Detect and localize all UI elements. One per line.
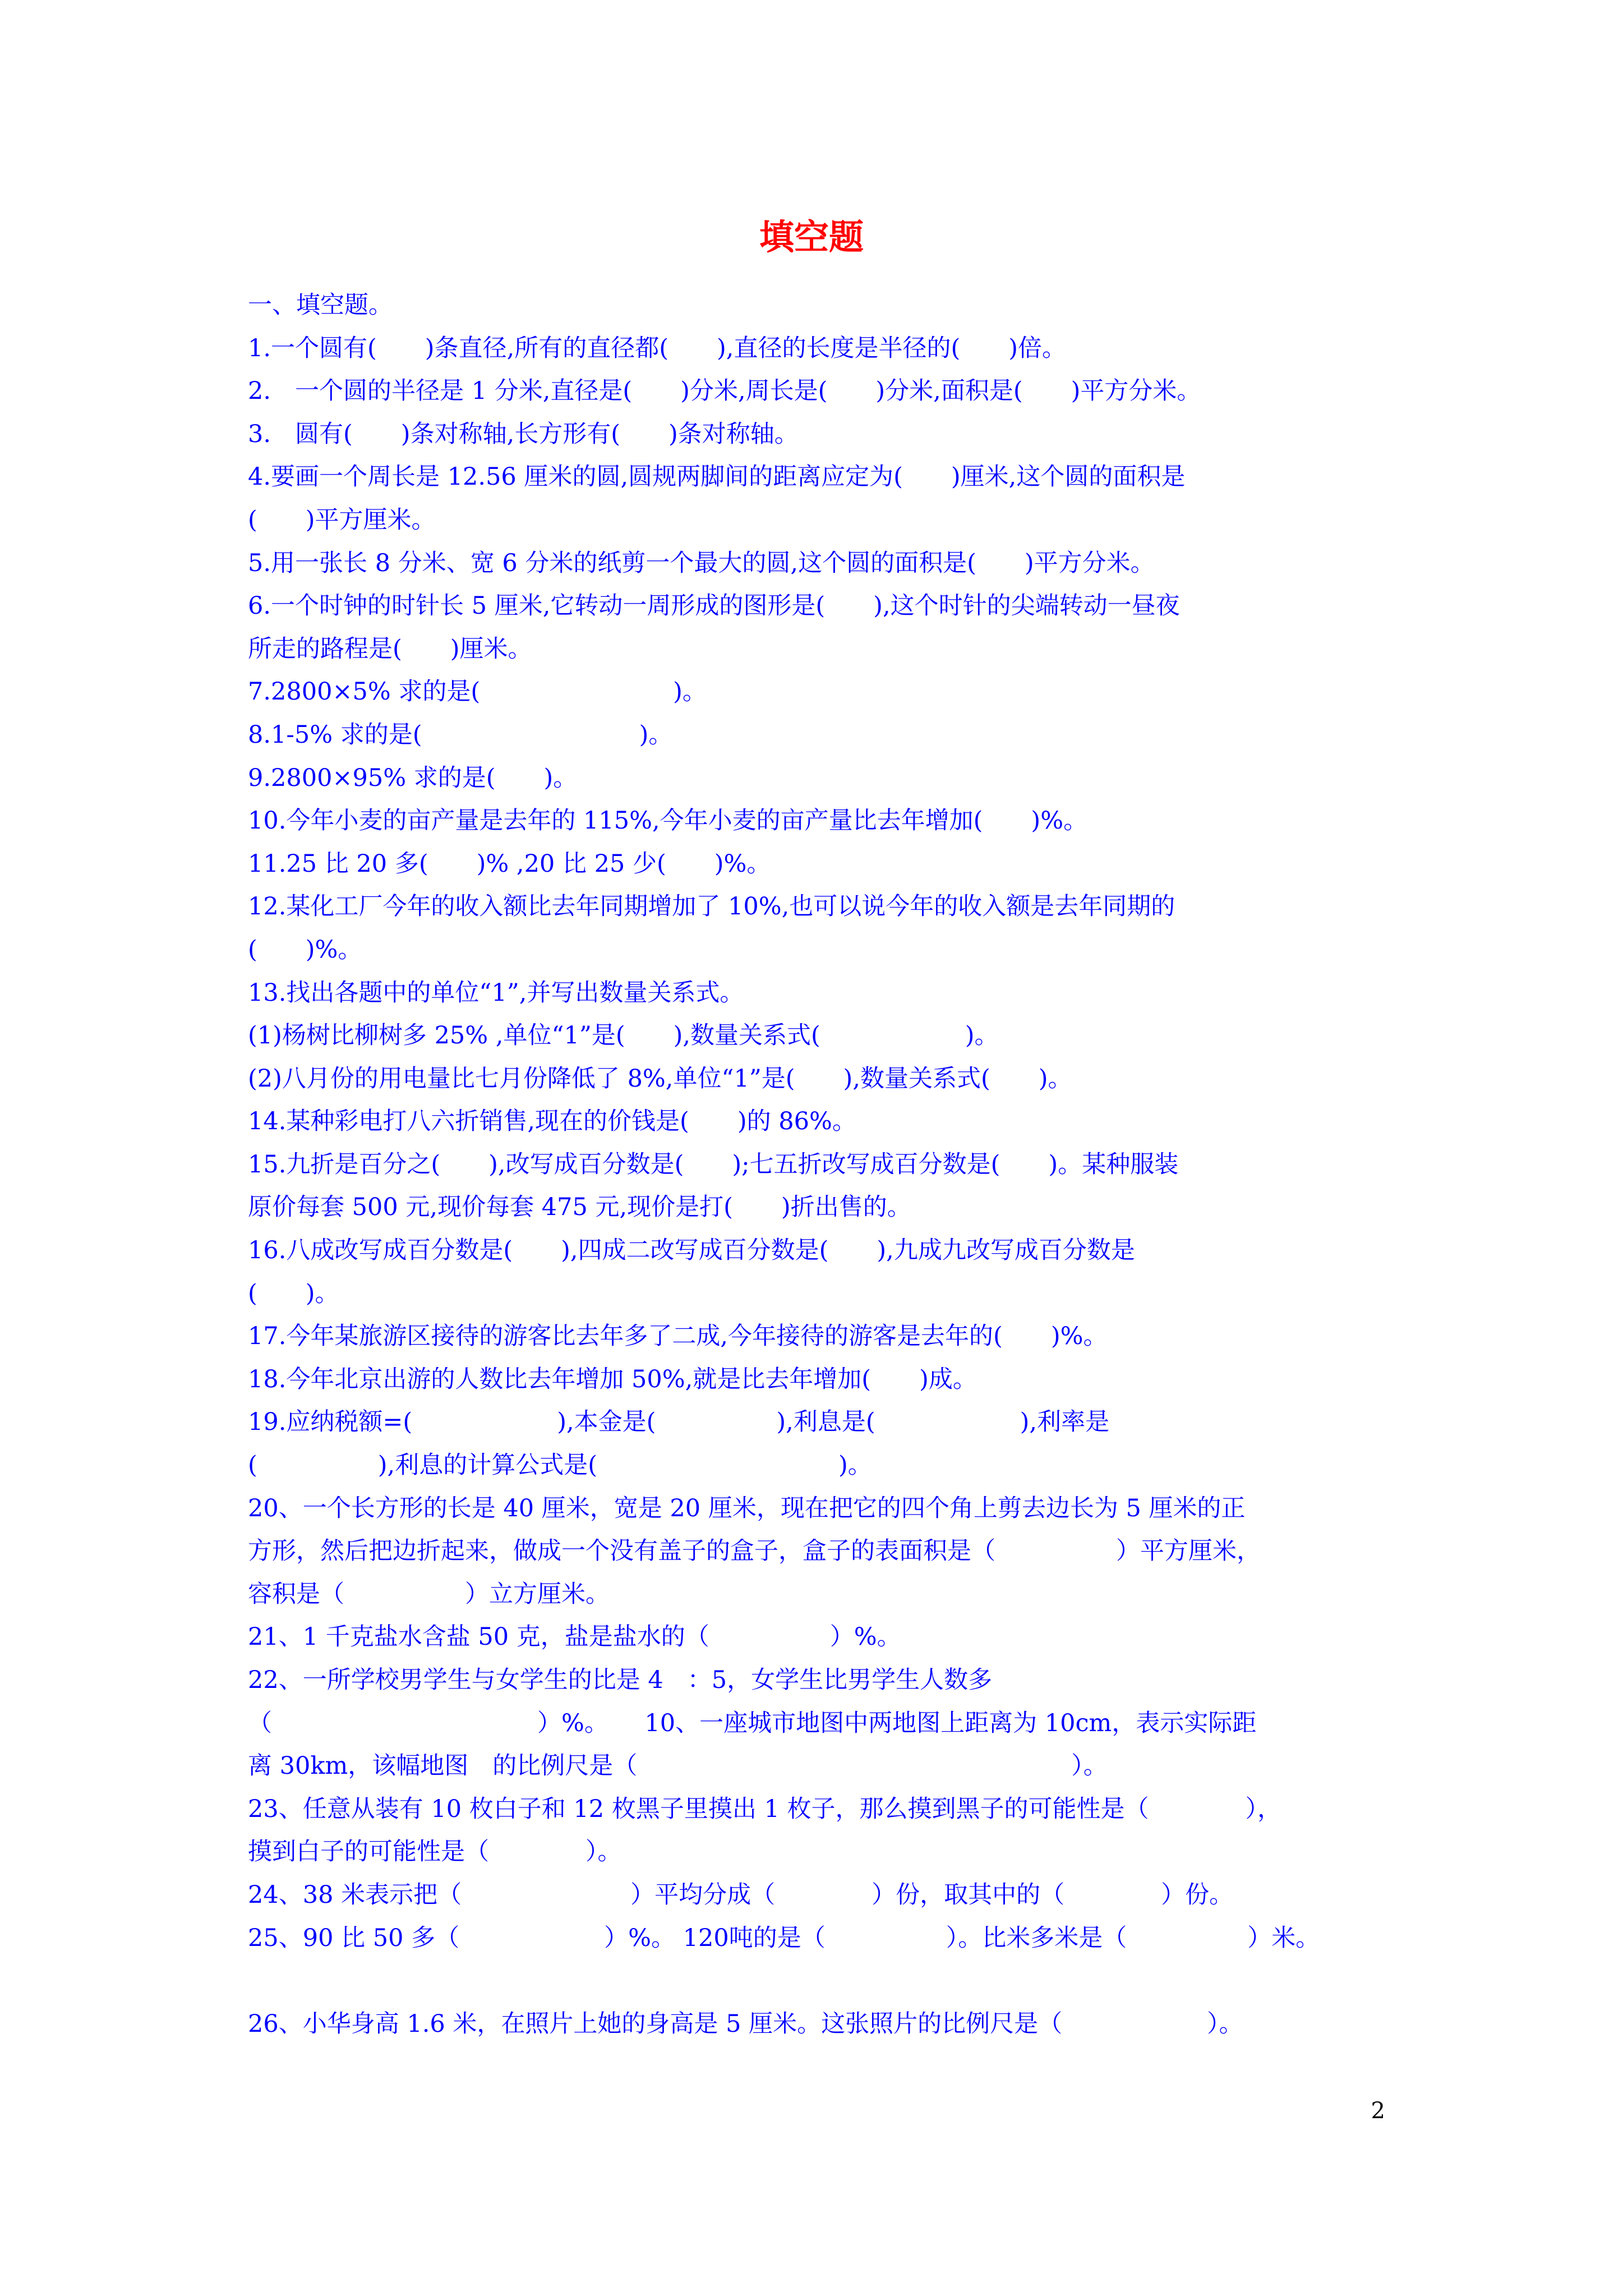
question-line: 16.八成改写成百分数是( ),四成二改写成百分数是( ),九成九改写成百分数是 [248,1236,1135,1265]
question-line: 20、一个长方形的长是 40 厘米，宽是 20 厘米，现在把它的四个角上剪去边长为 5 厘米的正 [248,1494,1246,1522]
question-line: 7.2800×5% 求的是( )。 [248,678,707,706]
question-line: 25、90 比 50 多（ ）%。 120吨的是（ ）。比米多米是（ ）米。 [248,1924,1320,1952]
question-line: 15.九折是百分之( ),改写成百分数是( );七五折改写成百分数是( )。某种服装 [248,1150,1179,1179]
question-line: 14.某种彩电打八六折销售,现在的价钱是( )的 86%。 [248,1107,856,1136]
question-line: 6.一个时钟的时针长 5 厘米,它转动一周形成的图形是( ),这个时针的尖端转动一昼夜 [248,592,1180,620]
question-line: (2)八月份的用电量比七月份降低了 8%,单位“1”是( ),数量关系式( )。 [248,1064,1072,1093]
question-line: 17.今年某旅游区接待的游客比去年多了二成,今年接待的游客是去年的( )%。 [248,1322,1108,1351]
blank-line [248,1959,1403,2003]
question-list [248,284,1403,2045]
question-line: 8.1-5% 求的是( )。 [248,720,673,749]
page-title: 填空题 [759,217,864,257]
question-line: 13.找出各题中的单位“1”,并写出数量关系式。 [248,978,744,1007]
question-line: （ ）%。 10、一座城市地图中两地图上距离为 10cm，表示实际距 [248,1709,1257,1737]
question-line: 一、填空题。 [248,291,393,319]
question-line: 2. 一个圆的半径是 1 分米,直径是( )分米,周长是( )分米,面积是( )平方分米。 [248,377,1201,406]
question-line: (1)杨树比柳树多 25% ,单位“1”是( ),数量关系式( )。 [248,1022,999,1050]
question-line: 22、一所学校男学生与女学生的比是 4 ：5，女学生比男学生人数多 [248,1666,993,1694]
question-line: ( )%。 [248,935,362,964]
question-line: 摸到白子的可能性是（ ）。 [248,1838,622,1866]
question-line: ( )平方厘米。 [248,505,436,534]
question-line: 方形，然后把边折起来，做成一个没有盖子的盒子，盒子的表面积是（ ）平方厘米， [248,1537,1261,1566]
question-line: 12.某化工厂今年的收入额比去年同期增加了 10%,也可以说今年的收入额是去年同期的 [248,892,1175,921]
question-line: 离 30km，该幅地图 的比例尺是（ ）。 [248,1752,1108,1780]
question-line: 容积是（ ）立方厘米。 [248,1580,610,1608]
question-line: 19.应纳税额=( ),本金是( ),利息是( ),利率是 [248,1408,1110,1437]
question-line: ( ),利息的计算公式是( )。 [248,1451,872,1480]
question-line: 原价每套 500 元,现价每套 475 元,现价是打( )折出售的。 [248,1193,911,1222]
question-line: 9.2800×95% 求的是( )。 [248,763,578,792]
question-line: 10.今年小麦的亩产量是去年的 115%,今年小麦的亩产量比去年增加( )%。 [248,807,1088,835]
question-line: 18.今年北京出游的人数比去年增加 50%,就是比去年增加( )成。 [248,1365,977,1393]
question-line: 26、小华身高 1.6 米，在照片上她的身高是 5 厘米。这张照片的比例尺是（ ）。 [248,2009,1243,2038]
question-line: 所走的路程是( )厘米。 [248,634,532,663]
question-line: 23、任意从装有 10 枚白子和 12 枚黑子里摸出 1 枚子，那么摸到黑子的可能性是（ ）， [248,1795,1282,1823]
question-line: 5.用一张长 8 分米、宽 6 分米的纸剪一个最大的圆,这个圆的面积是( )平方分米。 [248,549,1155,577]
question-line: 11.25 比 20 多( )% ,20 比 25 少( )%。 [248,849,771,878]
page-number: 2 [1371,2098,1385,2124]
question-line: 4.要画一个周长是 12.56 厘米的圆,圆规两脚间的距离应定为( )厘米,这个圆的面积是 [248,463,1186,491]
question-line: 21、1 千克盐水含盐 50 克，盐是盐水的（ ）%。 [248,1623,901,1651]
question-line: ( )。 [248,1279,339,1308]
question-line: 3. 圆有( )条对称轴,长方形有( )条对称轴。 [248,420,799,448]
question-line: 1.一个圆有( )条直径,所有的直径都( ),直径的长度是半径的( )倍。 [248,334,1067,362]
question-line: 24、38 米表示把（ ）平均分成（ ）份，取其中的（ ）份。 [248,1880,1234,1909]
